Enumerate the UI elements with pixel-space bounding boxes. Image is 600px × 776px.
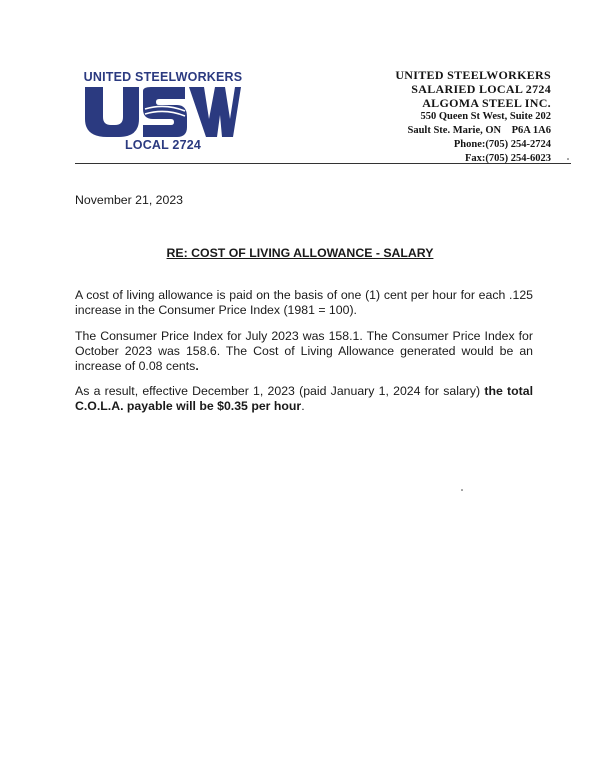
letter-subject: RE: COST OF LIVING ALLOWANCE - SALARY — [166, 246, 434, 260]
paragraph-2 — [75, 329, 533, 374]
logo-bottom-text: LOCAL 2724 — [124, 138, 202, 152]
street-address: 550 Queen St West, Suite 202 — [420, 111, 551, 122]
phone-number: Phone:(705) 254-2724 — [453, 139, 551, 150]
usw-mark-icon — [85, 87, 241, 137]
paragraph-3 — [75, 384, 533, 414]
letter-date: November 21, 2023 — [75, 193, 184, 207]
usw-logo — [82, 70, 244, 154]
paragraph-2-end: . — [195, 359, 199, 373]
letterhead-address — [395, 68, 551, 166]
scan-speck — [567, 158, 569, 160]
scan-speck — [461, 489, 463, 491]
header-divider — [75, 163, 571, 164]
fax-number: Fax:(705) 254-6023 — [464, 153, 551, 164]
local-name: SALARIED LOCAL 2724 — [411, 82, 551, 96]
logo-top-text: UNITED STEELWORKERS — [83, 70, 243, 84]
paragraph-3-lead: As a result, effective December 1, 2023 (paid January 1, 2024 for salary) — [75, 384, 485, 398]
paragraph-2-text: The Consumer Price Index for July 2023 was 158.1. The Consumer Price Index for October 2023 was 158.6. The Cost of Living Allowance generated would be an increase of 0.08 cents — [75, 329, 533, 373]
paragraph-3-end: . — [301, 399, 305, 413]
paragraph-3-bold: the total C.O.L.A. payable will be $0.35 per hour — [75, 384, 533, 413]
org-name: UNITED STEELWORKERS — [395, 68, 551, 82]
company-name: ALGOMA STEEL INC. — [422, 96, 551, 110]
city-postal: Sault Ste. Marie, ON P6A 1A6 — [407, 125, 551, 136]
paragraph-1: A cost of living allowance is paid on the basis of one (1) cent per hour for each .125 increase in the Consumer Price Index (1981 = 100). — [75, 288, 533, 317]
